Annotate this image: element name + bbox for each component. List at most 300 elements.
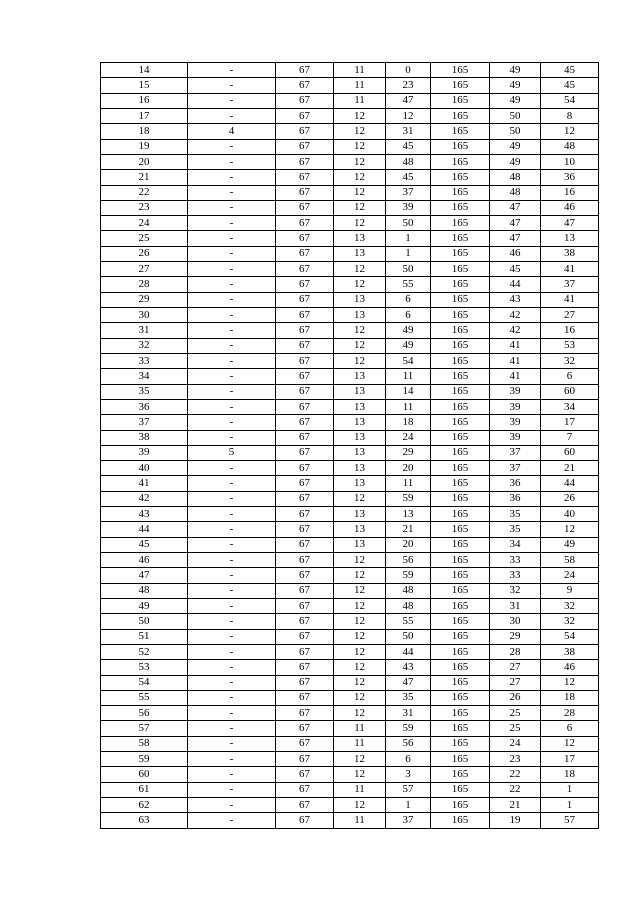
table-row [101,706,599,721]
col7-cell: 36 [490,491,541,506]
col4-cell: 12 [334,752,386,767]
col6-cell: 165 [431,78,490,93]
index-cell: 19 [101,139,188,154]
col5-cell: 55 [386,614,431,629]
col7-cell: 35 [490,522,541,537]
col4-cell: 12 [334,491,386,506]
col5-cell: 13 [386,507,431,522]
marker-cell: - [188,553,276,568]
col7-cell: 39 [490,384,541,399]
col8-cell: 46 [541,200,599,215]
col5-cell: 48 [386,583,431,598]
col5-cell: 50 [386,216,431,231]
index-cell: 16 [101,93,188,108]
col7-cell: 42 [490,308,541,323]
col8-cell: 60 [541,445,599,460]
marker-cell: - [188,752,276,767]
index-cell: 45 [101,537,188,552]
table-row [101,675,599,690]
marker-cell: - [188,200,276,215]
col8-cell: 21 [541,461,599,476]
col8-cell: 12 [541,522,599,537]
col6-cell: 165 [431,139,490,154]
col5-cell: 31 [386,706,431,721]
col8-cell: 40 [541,507,599,522]
col5-cell: 37 [386,185,431,200]
table-row [101,690,599,705]
marker-cell: - [188,323,276,338]
col6-cell: 165 [431,798,490,813]
marker-cell: - [188,614,276,629]
col3-cell: 67 [276,553,334,568]
col3-cell: 67 [276,170,334,185]
table-row [101,644,599,659]
col8-cell: 16 [541,323,599,338]
marker-cell: - [188,170,276,185]
marker-cell: - [188,292,276,307]
table-row [101,277,599,292]
col8-cell: 17 [541,752,599,767]
col4-cell: 12 [334,262,386,277]
table-row [101,583,599,598]
col7-cell: 25 [490,721,541,736]
col4-cell: 12 [334,660,386,675]
marker-cell: - [188,277,276,292]
col8-cell: 9 [541,583,599,598]
col6-cell: 165 [431,813,490,828]
index-cell: 17 [101,108,188,123]
col7-cell: 24 [490,736,541,751]
marker-cell: - [188,598,276,613]
col6-cell: 165 [431,522,490,537]
col5-cell: 11 [386,369,431,384]
col6-cell: 165 [431,399,490,414]
col4-cell: 12 [334,108,386,123]
index-cell: 35 [101,384,188,399]
col8-cell: 18 [541,690,599,705]
col8-cell: 60 [541,384,599,399]
index-cell: 63 [101,813,188,828]
col5-cell: 35 [386,690,431,705]
col8-cell: 37 [541,277,599,292]
col6-cell: 165 [431,690,490,705]
col3-cell: 67 [276,690,334,705]
marker-cell: - [188,430,276,445]
col7-cell: 49 [490,154,541,169]
col8-cell: 38 [541,644,599,659]
col3-cell: 67 [276,782,334,797]
col8-cell: 47 [541,216,599,231]
col6-cell: 165 [431,782,490,797]
col4-cell: 12 [334,353,386,368]
marker-cell: - [188,384,276,399]
col6-cell: 165 [431,108,490,123]
marker-cell: - [188,246,276,261]
col3-cell: 67 [276,583,334,598]
table-row [101,614,599,629]
col6-cell: 165 [431,185,490,200]
col6-cell: 165 [431,568,490,583]
col3-cell: 67 [276,706,334,721]
index-cell: 40 [101,461,188,476]
col5-cell: 20 [386,461,431,476]
col4-cell: 13 [334,430,386,445]
col4-cell: 11 [334,736,386,751]
col4-cell: 12 [334,644,386,659]
col5-cell: 57 [386,782,431,797]
col6-cell: 165 [431,675,490,690]
table-row [101,384,599,399]
table-body [101,63,599,829]
index-cell: 44 [101,522,188,537]
marker-cell: - [188,706,276,721]
col5-cell: 56 [386,553,431,568]
col3-cell: 67 [276,338,334,353]
col7-cell: 49 [490,139,541,154]
col3-cell: 67 [276,629,334,644]
col3-cell: 67 [276,246,334,261]
col4-cell: 13 [334,507,386,522]
col7-cell: 19 [490,813,541,828]
col5-cell: 29 [386,445,431,460]
index-cell: 31 [101,323,188,338]
col5-cell: 20 [386,537,431,552]
col5-cell: 0 [386,63,431,78]
col6-cell: 165 [431,369,490,384]
marker-cell: - [188,476,276,491]
col7-cell: 29 [490,629,541,644]
table-row [101,185,599,200]
col6-cell: 165 [431,706,490,721]
index-cell: 57 [101,721,188,736]
col3-cell: 67 [276,675,334,690]
table-row [101,752,599,767]
col7-cell: 41 [490,338,541,353]
col3-cell: 67 [276,752,334,767]
col5-cell: 1 [386,246,431,261]
col8-cell: 12 [541,124,599,139]
index-cell: 22 [101,185,188,200]
col7-cell: 39 [490,430,541,445]
table-row [101,445,599,460]
col7-cell: 47 [490,200,541,215]
col4-cell: 12 [334,690,386,705]
col6-cell: 165 [431,154,490,169]
marker-cell: - [188,353,276,368]
col6-cell: 165 [431,583,490,598]
index-cell: 27 [101,262,188,277]
index-cell: 54 [101,675,188,690]
marker-cell: - [188,154,276,169]
col8-cell: 1 [541,798,599,813]
col7-cell: 47 [490,216,541,231]
col6-cell: 165 [431,629,490,644]
col6-cell: 165 [431,246,490,261]
table-row [101,721,599,736]
table-row [101,522,599,537]
table-row [101,200,599,215]
index-cell: 46 [101,553,188,568]
col3-cell: 67 [276,767,334,782]
col8-cell: 45 [541,63,599,78]
col7-cell: 32 [490,583,541,598]
col4-cell: 11 [334,721,386,736]
marker-cell: - [188,690,276,705]
index-cell: 58 [101,736,188,751]
marker-cell: - [188,568,276,583]
marker-cell: - [188,537,276,552]
col5-cell: 37 [386,813,431,828]
marker-cell: 5 [188,445,276,460]
col8-cell: 49 [541,537,599,552]
col8-cell: 12 [541,675,599,690]
index-cell: 25 [101,231,188,246]
col7-cell: 31 [490,598,541,613]
col6-cell: 165 [431,200,490,215]
col6-cell: 165 [431,277,490,292]
col6-cell: 165 [431,170,490,185]
col5-cell: 54 [386,353,431,368]
table-row [101,782,599,797]
col6-cell: 165 [431,415,490,430]
col8-cell: 45 [541,78,599,93]
col5-cell: 23 [386,78,431,93]
col8-cell: 18 [541,767,599,782]
col4-cell: 12 [334,598,386,613]
col7-cell: 34 [490,537,541,552]
col3-cell: 67 [276,108,334,123]
col6-cell: 165 [431,353,490,368]
col8-cell: 26 [541,491,599,506]
col5-cell: 6 [386,752,431,767]
index-cell: 38 [101,430,188,445]
col8-cell: 44 [541,476,599,491]
col5-cell: 49 [386,338,431,353]
col7-cell: 27 [490,660,541,675]
index-cell: 18 [101,124,188,139]
col4-cell: 12 [334,139,386,154]
col7-cell: 37 [490,461,541,476]
table-row [101,323,599,338]
col4-cell: 13 [334,522,386,537]
col3-cell: 67 [276,430,334,445]
col4-cell: 13 [334,399,386,414]
index-cell: 29 [101,292,188,307]
col7-cell: 45 [490,262,541,277]
marker-cell: - [188,767,276,782]
col6-cell: 165 [431,124,490,139]
col7-cell: 39 [490,415,541,430]
col6-cell: 165 [431,736,490,751]
index-cell: 21 [101,170,188,185]
marker-cell: - [188,139,276,154]
col8-cell: 13 [541,231,599,246]
col4-cell: 12 [334,583,386,598]
col7-cell: 22 [490,767,541,782]
col7-cell: 23 [490,752,541,767]
table-row [101,660,599,675]
col6-cell: 165 [431,430,490,445]
marker-cell: - [188,262,276,277]
marker-cell: - [188,491,276,506]
col3-cell: 67 [276,216,334,231]
col3-cell: 67 [276,200,334,215]
marker-cell: - [188,93,276,108]
col5-cell: 21 [386,522,431,537]
index-cell: 52 [101,644,188,659]
col4-cell: 11 [334,78,386,93]
col5-cell: 50 [386,262,431,277]
col8-cell: 1 [541,782,599,797]
col8-cell: 32 [541,353,599,368]
index-cell: 42 [101,491,188,506]
col8-cell: 32 [541,614,599,629]
col3-cell: 67 [276,323,334,338]
index-cell: 47 [101,568,188,583]
table-row [101,415,599,430]
col7-cell: 28 [490,644,541,659]
marker-cell: - [188,736,276,751]
col6-cell: 165 [431,660,490,675]
col4-cell: 12 [334,170,386,185]
table-row [101,353,599,368]
col4-cell: 12 [334,323,386,338]
col6-cell: 165 [431,338,490,353]
col4-cell: 12 [334,338,386,353]
marker-cell: - [188,78,276,93]
col6-cell: 165 [431,598,490,613]
col5-cell: 56 [386,736,431,751]
col4-cell: 13 [334,476,386,491]
col8-cell: 7 [541,430,599,445]
col4-cell: 13 [334,415,386,430]
col7-cell: 35 [490,507,541,522]
col4-cell: 12 [334,798,386,813]
col4-cell: 11 [334,782,386,797]
table-row [101,154,599,169]
index-cell: 37 [101,415,188,430]
col8-cell: 6 [541,369,599,384]
index-cell: 50 [101,614,188,629]
col3-cell: 67 [276,445,334,460]
col7-cell: 36 [490,476,541,491]
col5-cell: 31 [386,124,431,139]
col8-cell: 24 [541,568,599,583]
col6-cell: 165 [431,384,490,399]
col7-cell: 43 [490,292,541,307]
col7-cell: 27 [490,675,541,690]
table-row [101,246,599,261]
table-row [101,170,599,185]
table-row [101,369,599,384]
col7-cell: 41 [490,353,541,368]
col3-cell: 67 [276,491,334,506]
col4-cell: 12 [334,200,386,215]
table-row [101,798,599,813]
col8-cell: 36 [541,170,599,185]
table-row [101,461,599,476]
col4-cell: 13 [334,445,386,460]
index-cell: 23 [101,200,188,215]
index-cell: 60 [101,767,188,782]
col3-cell: 67 [276,185,334,200]
col3-cell: 67 [276,63,334,78]
col4-cell: 13 [334,369,386,384]
table-row [101,292,599,307]
col8-cell: 32 [541,598,599,613]
index-cell: 61 [101,782,188,797]
col4-cell: 13 [334,246,386,261]
col3-cell: 67 [276,721,334,736]
col4-cell: 12 [334,154,386,169]
col5-cell: 47 [386,675,431,690]
col7-cell: 25 [490,706,541,721]
col5-cell: 3 [386,767,431,782]
marker-cell: - [188,507,276,522]
col3-cell: 67 [276,568,334,583]
marker-cell: - [188,399,276,414]
table-row [101,491,599,506]
col5-cell: 48 [386,154,431,169]
col6-cell: 165 [431,767,490,782]
table-row [101,568,599,583]
col5-cell: 43 [386,660,431,675]
marker-cell: - [188,461,276,476]
index-cell: 55 [101,690,188,705]
col8-cell: 48 [541,139,599,154]
col6-cell: 165 [431,231,490,246]
col5-cell: 18 [386,415,431,430]
col6-cell: 165 [431,537,490,552]
marker-cell: - [188,369,276,384]
col5-cell: 55 [386,277,431,292]
col5-cell: 59 [386,491,431,506]
table-row [101,124,599,139]
col5-cell: 11 [386,399,431,414]
col5-cell: 45 [386,170,431,185]
col8-cell: 10 [541,154,599,169]
col7-cell: 21 [490,798,541,813]
col8-cell: 8 [541,108,599,123]
col3-cell: 67 [276,231,334,246]
col6-cell: 165 [431,461,490,476]
marker-cell: - [188,644,276,659]
index-cell: 41 [101,476,188,491]
col7-cell: 49 [490,93,541,108]
col8-cell: 38 [541,246,599,261]
table-row [101,93,599,108]
col5-cell: 12 [386,108,431,123]
index-cell: 56 [101,706,188,721]
col4-cell: 13 [334,537,386,552]
col4-cell: 12 [334,553,386,568]
col6-cell: 165 [431,292,490,307]
marker-cell: - [188,629,276,644]
col7-cell: 48 [490,170,541,185]
marker-cell: - [188,660,276,675]
col4-cell: 12 [334,568,386,583]
table-row [101,78,599,93]
col8-cell: 6 [541,721,599,736]
table-row [101,63,599,78]
marker-cell: - [188,231,276,246]
col5-cell: 6 [386,308,431,323]
col7-cell: 47 [490,231,541,246]
col5-cell: 45 [386,139,431,154]
col3-cell: 67 [276,292,334,307]
col4-cell: 13 [334,461,386,476]
col3-cell: 67 [276,154,334,169]
